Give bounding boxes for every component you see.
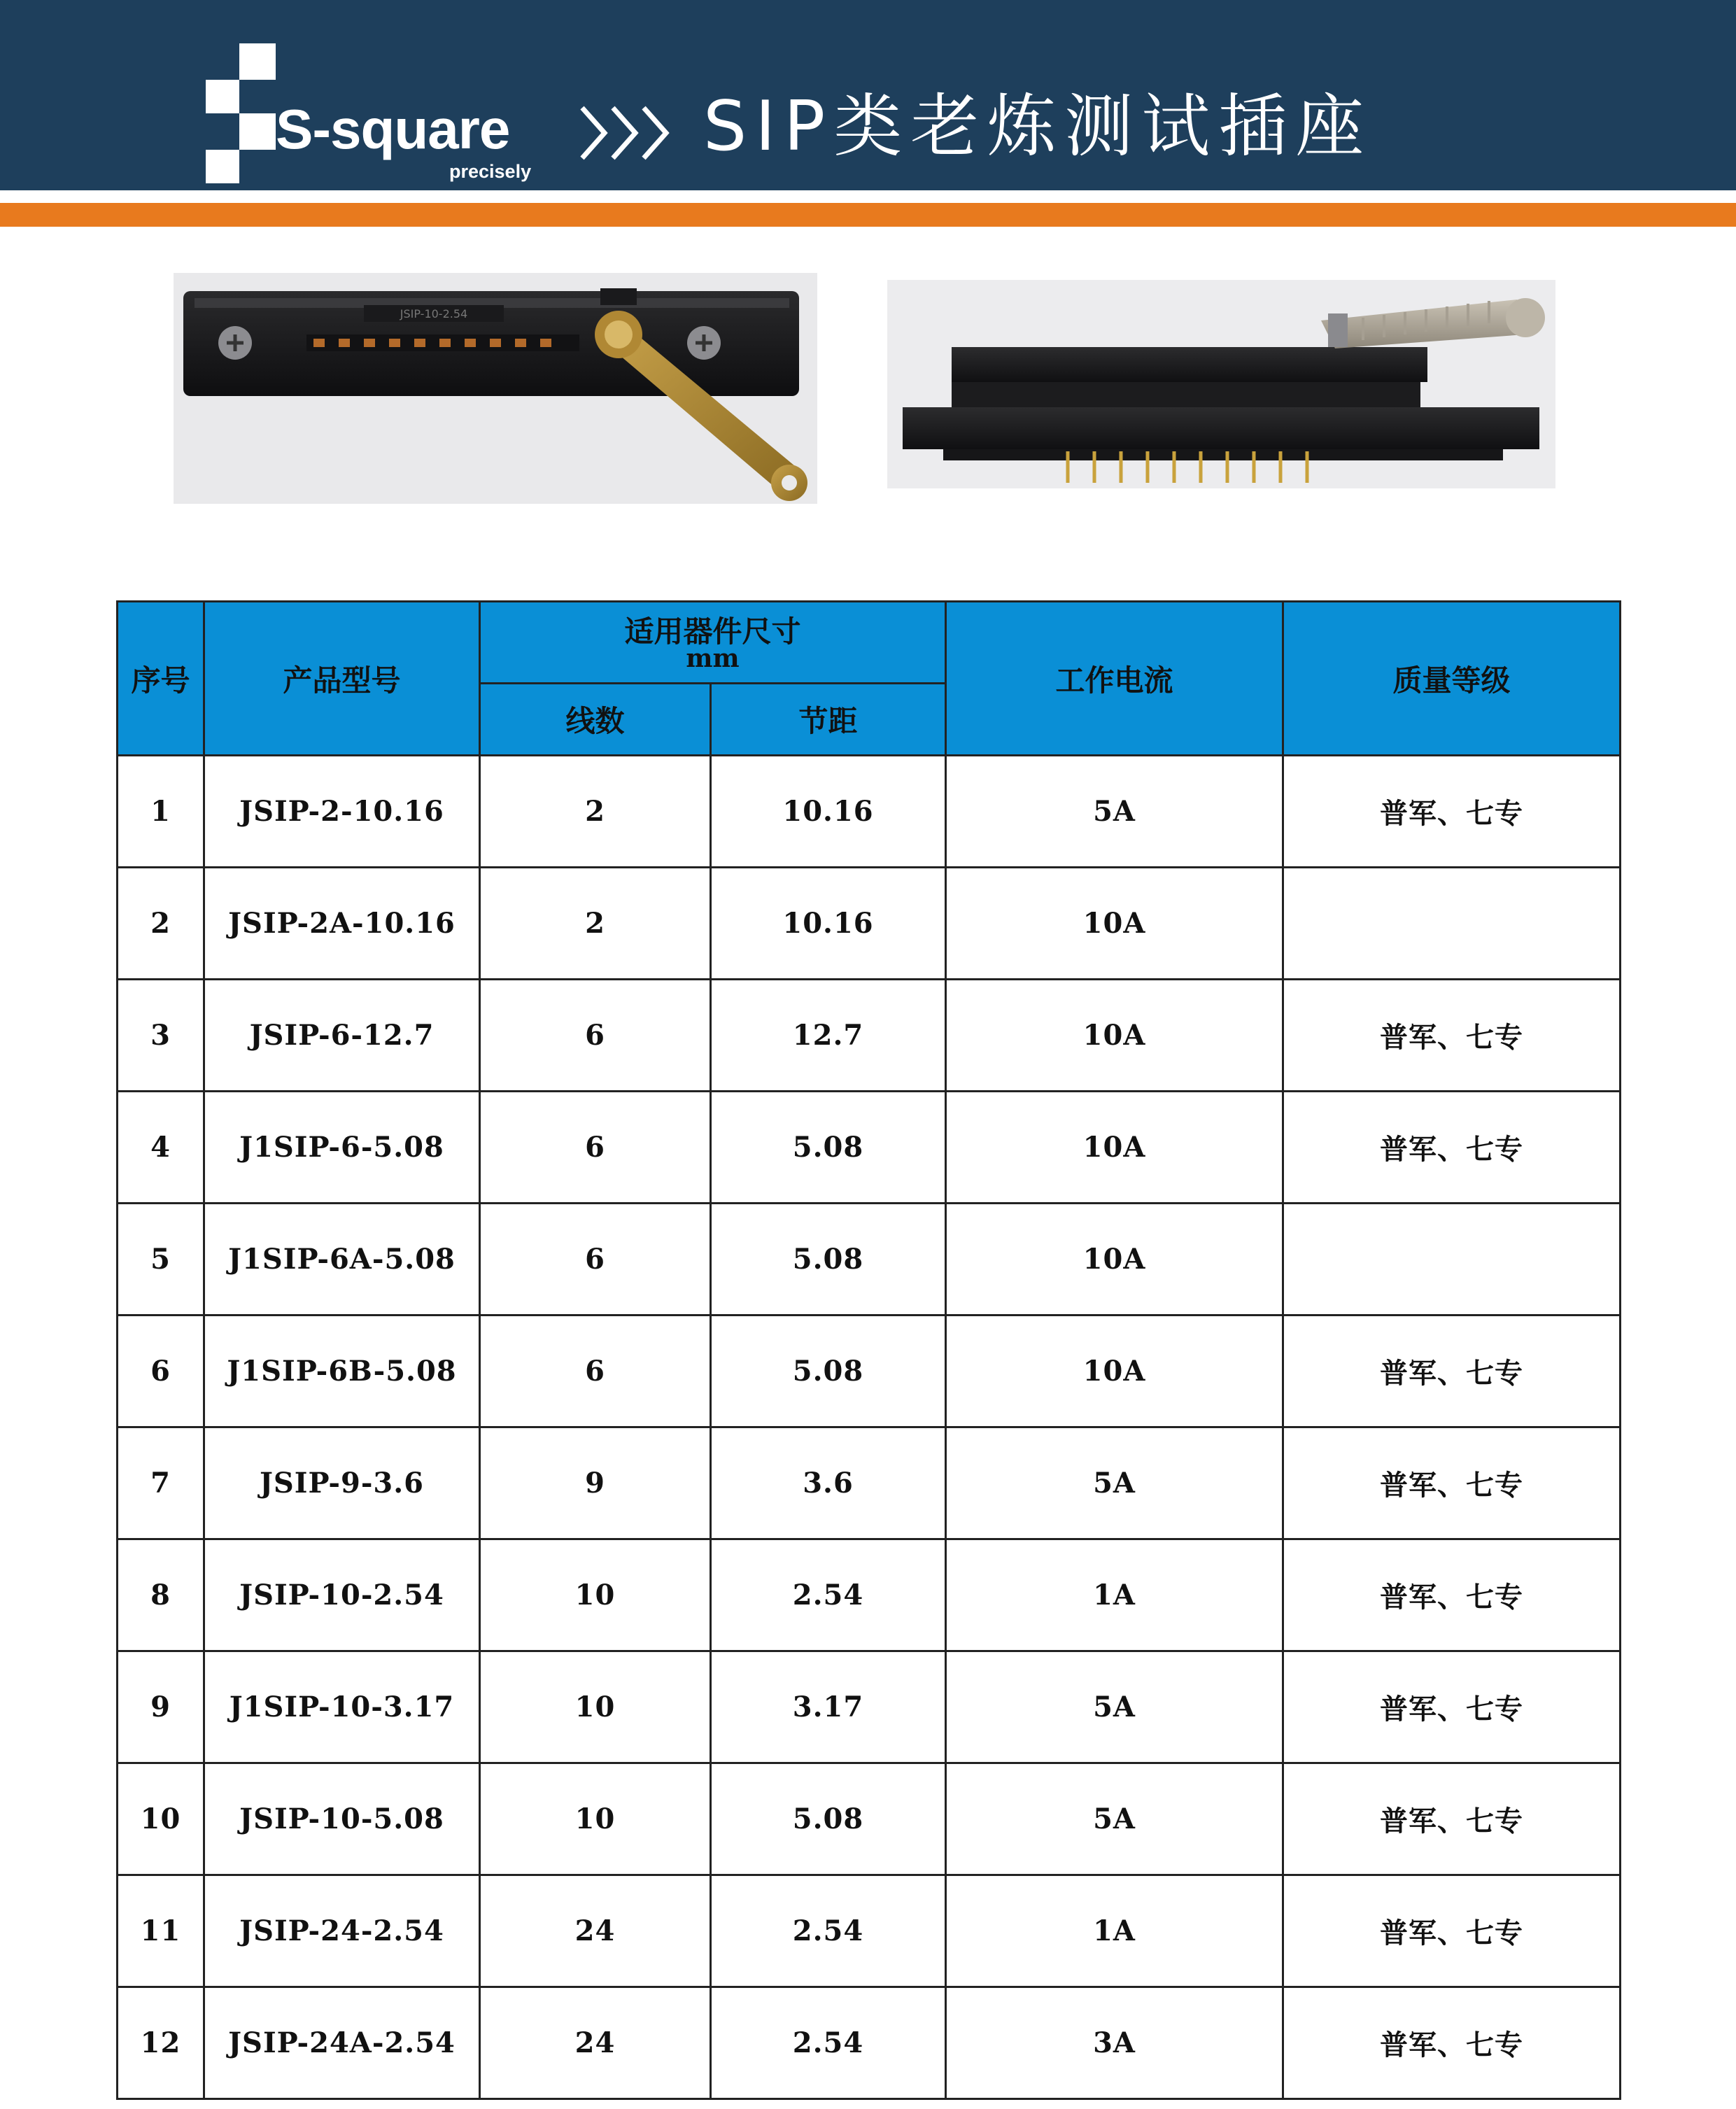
cell-no: 9: [118, 1651, 204, 1763]
chevron-right-icon: [579, 105, 677, 164]
product-photo-side-view: [887, 280, 1555, 488]
header-index: 序号: [118, 602, 204, 756]
table-row: [118, 756, 1621, 868]
cell-grade: 普军、七专: [1283, 1875, 1621, 1987]
cell-current: 3A: [946, 1987, 1283, 2099]
cell-model: JSIP-2-10.16: [204, 756, 480, 868]
header-device-size-unit: mm: [686, 644, 740, 673]
cell-model: JSIP-24-2.54: [204, 1875, 480, 1987]
cell-pitch: 10.16: [711, 756, 946, 868]
cell-lines: 24: [480, 1987, 711, 2099]
cell-model: J1SIP-6B-5.08: [204, 1316, 480, 1427]
logo-square: [239, 113, 276, 150]
cell-no: 12: [118, 1987, 204, 2099]
cell-grade: [1283, 1204, 1621, 1316]
cell-model: J1SIP-10-3.17: [204, 1651, 480, 1763]
cell-no: 8: [118, 1539, 204, 1651]
table-row: [118, 1763, 1621, 1875]
cell-lines: 2: [480, 868, 711, 980]
header-grade: 质量等级: [1283, 602, 1621, 756]
cell-model: JSIP-10-5.08: [204, 1763, 480, 1875]
cell-pitch: 12.7: [711, 980, 946, 1092]
cell-grade: 普军、七专: [1283, 1316, 1621, 1427]
cell-pitch: 5.08: [711, 1316, 946, 1427]
cell-model: J1SIP-6-5.08: [204, 1092, 480, 1204]
logo-square: [206, 80, 239, 113]
product-photo-top-view: [174, 273, 817, 504]
cell-grade: 普军、七专: [1283, 980, 1621, 1092]
cell-current: 1A: [946, 1539, 1283, 1651]
cell-pitch: 10.16: [711, 868, 946, 980]
cell-model: J1SIP-6A-5.08: [204, 1204, 480, 1316]
cell-grade: [1283, 868, 1621, 980]
cell-lines: 6: [480, 1204, 711, 1316]
cell-no: 3: [118, 980, 204, 1092]
cell-no: 2: [118, 868, 204, 980]
table-row: [118, 1651, 1621, 1763]
cell-model: JSIP-9-3.6: [204, 1427, 480, 1539]
cell-lines: 10: [480, 1651, 711, 1763]
header-current: 工作电流: [946, 602, 1283, 756]
table-row: [118, 1427, 1621, 1539]
spec-table: [116, 600, 1621, 2100]
cell-current: 10A: [946, 980, 1283, 1092]
table-row: [118, 1539, 1621, 1651]
table-row: [118, 1092, 1621, 1204]
cell-no: 4: [118, 1092, 204, 1204]
cell-pitch: 3.17: [711, 1651, 946, 1763]
header-lines: 线数: [480, 684, 711, 756]
logo-square: [239, 43, 276, 80]
chip-label: JSIP-10-2.54: [400, 307, 468, 320]
cell-lines: 24: [480, 1875, 711, 1987]
header-model: 产品型号: [204, 602, 480, 756]
cell-model: JSIP-10-2.54: [204, 1539, 480, 1651]
header-pitch: 节距: [711, 684, 946, 756]
table-row: [118, 980, 1621, 1092]
cell-grade: 普军、七专: [1283, 1427, 1621, 1539]
cell-grade: 普军、七专: [1283, 1651, 1621, 1763]
cell-lines: 10: [480, 1763, 711, 1875]
cell-lines: 6: [480, 1316, 711, 1427]
cell-no: 7: [118, 1427, 204, 1539]
cell-model: JSIP-6-12.7: [204, 980, 480, 1092]
accent-bar: [0, 203, 1736, 227]
table-row: [118, 1316, 1621, 1427]
cell-pitch: 3.6: [711, 1427, 946, 1539]
cell-grade: 普军、七专: [1283, 1763, 1621, 1875]
cell-current: 10A: [946, 1316, 1283, 1427]
cell-grade: 普军、七专: [1283, 1987, 1621, 2099]
cell-pitch: 5.08: [711, 1763, 946, 1875]
cell-lines: 6: [480, 980, 711, 1092]
cell-pitch: 5.08: [711, 1204, 946, 1316]
table-row: [118, 868, 1621, 980]
logo-square: [206, 150, 239, 183]
cell-lines: 10: [480, 1539, 711, 1651]
cell-model: JSIP-24A-2.54: [204, 1987, 480, 2099]
cell-lines: 2: [480, 756, 711, 868]
cell-current: 1A: [946, 1875, 1283, 1987]
cell-pitch: 5.08: [711, 1092, 946, 1204]
cell-pitch: 2.54: [711, 1875, 946, 1987]
cell-current: 5A: [946, 1763, 1283, 1875]
page-title: SIP类老炼测试插座: [703, 87, 1373, 167]
table-row: [118, 1875, 1621, 1987]
cell-model: JSIP-2A-10.16: [204, 868, 480, 980]
brand-name: S-square: [276, 98, 510, 160]
cell-no: 6: [118, 1316, 204, 1427]
cell-current: 10A: [946, 868, 1283, 980]
cell-pitch: 2.54: [711, 1539, 946, 1651]
cell-pitch: 2.54: [711, 1987, 946, 2099]
cell-lines: 6: [480, 1092, 711, 1204]
header-device-size: [480, 602, 946, 684]
cell-no: 10: [118, 1763, 204, 1875]
cell-current: 10A: [946, 1204, 1283, 1316]
cell-grade: 普军、七专: [1283, 1539, 1621, 1651]
cell-grade: 普军、七专: [1283, 1092, 1621, 1204]
cell-no: 11: [118, 1875, 204, 1987]
brand-tagline: precisely: [449, 161, 532, 182]
cell-no: 5: [118, 1204, 204, 1316]
cell-current: 5A: [946, 1651, 1283, 1763]
cell-current: 5A: [946, 756, 1283, 868]
cell-current: 5A: [946, 1427, 1283, 1539]
table-row: [118, 1204, 1621, 1316]
table-row: [118, 1987, 1621, 2099]
cell-grade: 普军、七专: [1283, 756, 1621, 868]
header-device-size-label: 适用器件尺寸: [624, 614, 801, 649]
cell-lines: 9: [480, 1427, 711, 1539]
cell-no: 1: [118, 756, 204, 868]
cell-current: 10A: [946, 1092, 1283, 1204]
